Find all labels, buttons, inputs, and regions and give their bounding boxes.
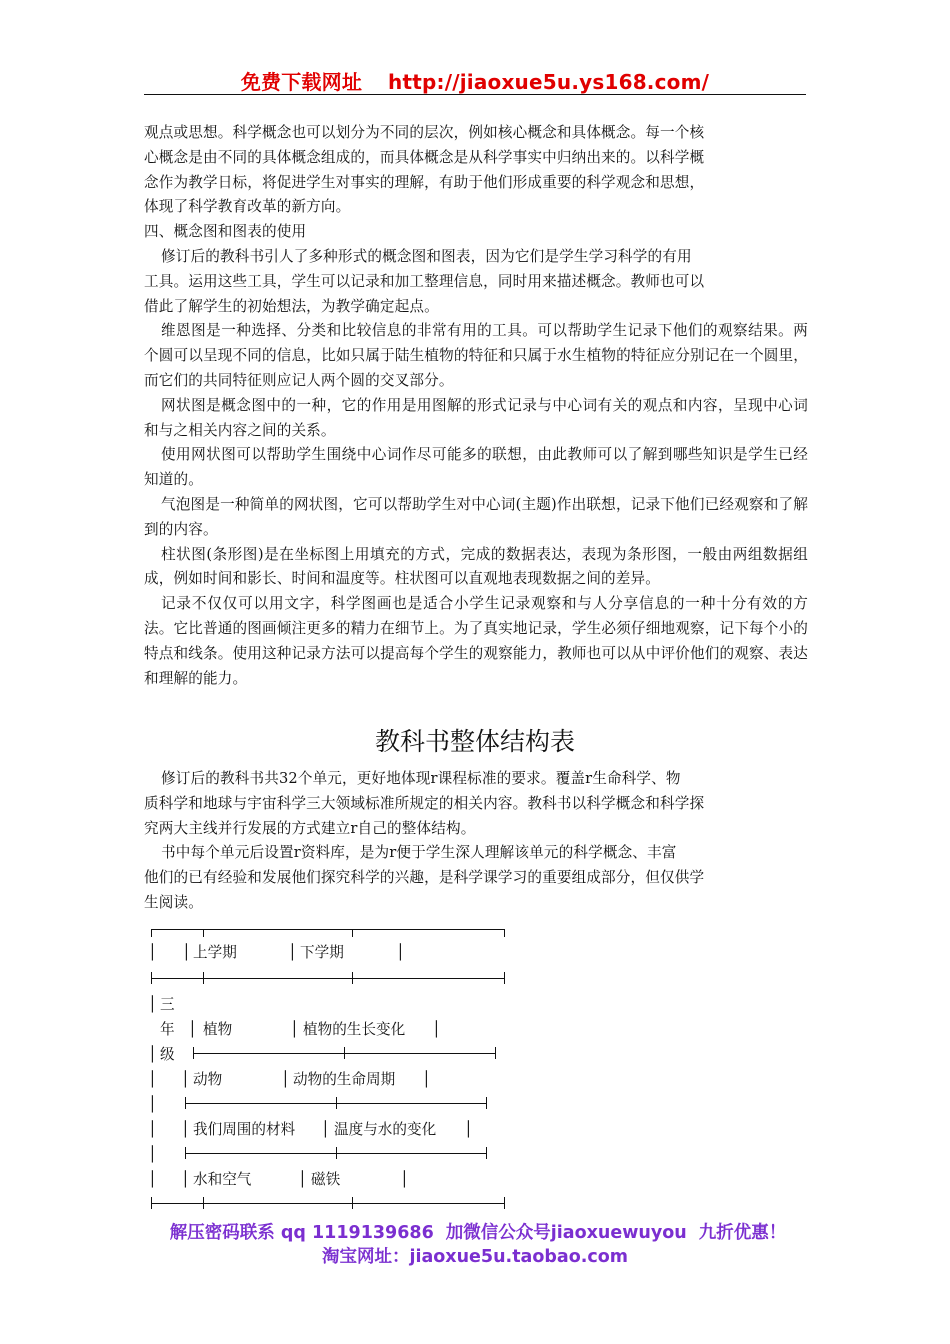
table-border: │ <box>181 1121 190 1138</box>
table-border: │ <box>400 1171 409 1188</box>
table-border: │ <box>464 1121 473 1138</box>
header-label: 免费下载网址 <box>240 70 363 94</box>
table-rule <box>352 929 353 937</box>
table-rule <box>504 972 505 984</box>
table-rule <box>336 1147 337 1159</box>
table-cell-second: 温度与水的变化 <box>334 1121 437 1138</box>
grade-label: 级 <box>160 1046 175 1063</box>
paragraph: 观点或思想。科学概念也可以划分为不同的层次，例如核心概念和具体概念。每一个核 <box>144 124 705 141</box>
paragraph: 借此了解学生的初始想法，为教学确定起点。 <box>144 297 439 315</box>
paragraph: 网状图是概念图中的一种，它的作用是用图解的形式记录与中心词有关的观点和内容，呈现中心词和与之相关内容之间的关系。 <box>144 396 808 439</box>
table-border: │ <box>432 1021 441 1038</box>
table-cell-first: 动物 <box>193 1071 223 1088</box>
section-title: 教科书整体结构表 <box>374 727 575 756</box>
table-cell-second: 植物的生长变化 <box>303 1021 406 1038</box>
table-cell-first: 我们周围的材料 <box>193 1121 296 1138</box>
table-rule <box>151 929 152 937</box>
table-cell-second: 磁铁 <box>311 1171 341 1188</box>
table-rule <box>203 972 204 984</box>
table-rule <box>151 1197 152 1209</box>
table-border: │ <box>422 1071 431 1088</box>
paragraph: 修订后的教科书共32个单元，更好地体现r课程标准的要求。覆盖r生命科学、物 <box>161 770 681 787</box>
paragraph: 质科学和地球与宇宙科学三大领域标准所规定的相关内容。教科书以科学概念和科学探 <box>144 794 705 812</box>
table-header-second: 下学期 <box>300 944 344 961</box>
table-rule <box>193 1047 194 1059</box>
paragraph: 生阅读。 <box>144 893 203 911</box>
table-border: │ <box>182 944 191 961</box>
table-rule <box>336 1097 337 1109</box>
table-border: │ <box>181 1171 190 1188</box>
paragraph: 柱状图(条形图)是在坐标图上用填充的方式，完成的数据表达，表现为条形图，一般由两组数据组成，例如时间和影长、时间和温度等。柱状图可以直观地表现数据之间的差异。 <box>144 545 808 588</box>
table-rule <box>352 972 353 984</box>
table-border: │ <box>290 1021 299 1038</box>
table-rule <box>352 1197 353 1209</box>
table-border: │ <box>148 1121 157 1138</box>
table-rule <box>151 929 505 930</box>
body-text <box>144 121 808 691</box>
paragraph: 维恩图是一种选择、分类和比较信息的非常有用的工具。可以帮助学生记录下他们的观察结果。两个圆可以呈现不同的信息，比如只属于陆生植物的特征和只属于水生植物的特征应分别记在一个圆里，而它们的共同特征则应记人两个圆的交叉部分。 <box>144 322 808 389</box>
table-rule <box>495 1047 496 1059</box>
table-border: │ <box>288 944 297 961</box>
table-rule <box>504 929 505 937</box>
footer-contact-label: 解压密码联系 <box>169 1223 275 1243</box>
table-cell-first: 水和空气 <box>193 1171 252 1188</box>
table-rule <box>486 1097 487 1109</box>
table-cell-second: 动物的生命周期 <box>293 1071 396 1088</box>
table-cell-first: 植物 <box>203 1021 233 1038</box>
table-border: │ <box>321 1121 330 1138</box>
header-divider <box>144 94 806 95</box>
paragraph: 书中每个单元后设置r资料库，是为r便于学生深人理解该单元的科学概念、丰富 <box>161 844 677 862</box>
header-url-link[interactable]: http://jiaoxue5u.ys168.com/ <box>388 70 710 94</box>
table-border: │ <box>281 1071 290 1088</box>
paragraph: 修订后的教科书引人了多种形式的概念图和图表，因为它们是学生学习科学的有用 <box>161 247 692 265</box>
table-border: │ <box>148 944 157 961</box>
table-rule <box>151 1203 505 1204</box>
footer-contact <box>0 1219 950 1244</box>
table-rule <box>203 1197 204 1209</box>
paragraph: 他们的已有经验和发展他们探究科学的兴趣，是科学课学习的重要组成部分，但仅供学 <box>144 869 705 887</box>
paragraph: 使用网状图可以帮助学生围绕中心词作尽可能多的联想，由此教师可以了解到哪些知识是学生已经知道的。 <box>144 446 808 489</box>
section-body <box>144 767 808 916</box>
table-border: │ <box>148 1071 157 1088</box>
footer-qq: qq 1119139686 <box>280 1223 434 1243</box>
table-border: │ <box>148 996 157 1013</box>
table-rule <box>504 1197 505 1209</box>
table-border: │ <box>188 1021 197 1038</box>
footer-wechat: 加微信公众号jiaoxuewuyou <box>445 1223 687 1243</box>
page-header <box>144 66 806 95</box>
table-rule <box>151 972 152 984</box>
table-rule <box>185 1097 186 1109</box>
table-border: │ <box>396 944 405 961</box>
table-header-first: 上学期 <box>193 944 237 961</box>
paragraph: 工具。运用这些工具，学生可以记录和加工整理信息，同时用来描述概念。教师也可以 <box>144 272 705 290</box>
table-border: │ <box>148 1096 157 1113</box>
grade-label: 三 <box>160 996 175 1013</box>
paragraph: 体现了科学教育改革的新方向。 <box>144 198 351 216</box>
paragraph: 究两大主线并行发展的方式建立r自己的整体结构。 <box>144 819 476 837</box>
table-rule <box>151 978 505 979</box>
footer-shop-link[interactable]: 淘宝网址：jiaoxue5u.taobao.com <box>321 1247 629 1267</box>
paragraph: 记录不仅仅可以用文字，科学图画也是适合小学生记录观察和与人分享信息的一种十分有效的方法。它比普通的图画倾注更多的精力在细节上。为了真实地记录，学生必须仔细地观察，记下每个小的特点和线条。使用这种记录方法可以提高每个学生的观察能力，教师也可以从中评价他们的观察、表达和理解的能力。 <box>144 595 808 687</box>
table-border: │ <box>181 1071 190 1088</box>
subsection-heading: 四、概念图和图表的使用 <box>144 223 307 241</box>
table-border: │ <box>148 1146 157 1163</box>
table-rule <box>185 1147 186 1159</box>
table-border: │ <box>148 1171 157 1188</box>
paragraph: 气泡图是一种简单的网状图，它可以帮助学生对中心词(主题)作出联想，记录下他们已经观察和了解到的内容。 <box>144 495 808 538</box>
table-rule <box>486 1147 487 1159</box>
table-rule <box>344 1047 345 1059</box>
table-border: │ <box>298 1171 307 1188</box>
grade-label: 年 <box>160 1021 175 1038</box>
footer-discount: 九折优惠！ <box>698 1223 787 1243</box>
paragraph: 念作为教学日标，将促进学生对事实的理解，有助于他们形成重要的科学观念和思想， <box>144 173 705 191</box>
table-border: │ <box>148 1046 157 1063</box>
table-rule <box>203 929 204 937</box>
paragraph: 心概念是由不同的具体概念组成的，而具体概念是从科学事实中归纳出来的。以科学概 <box>144 148 705 166</box>
